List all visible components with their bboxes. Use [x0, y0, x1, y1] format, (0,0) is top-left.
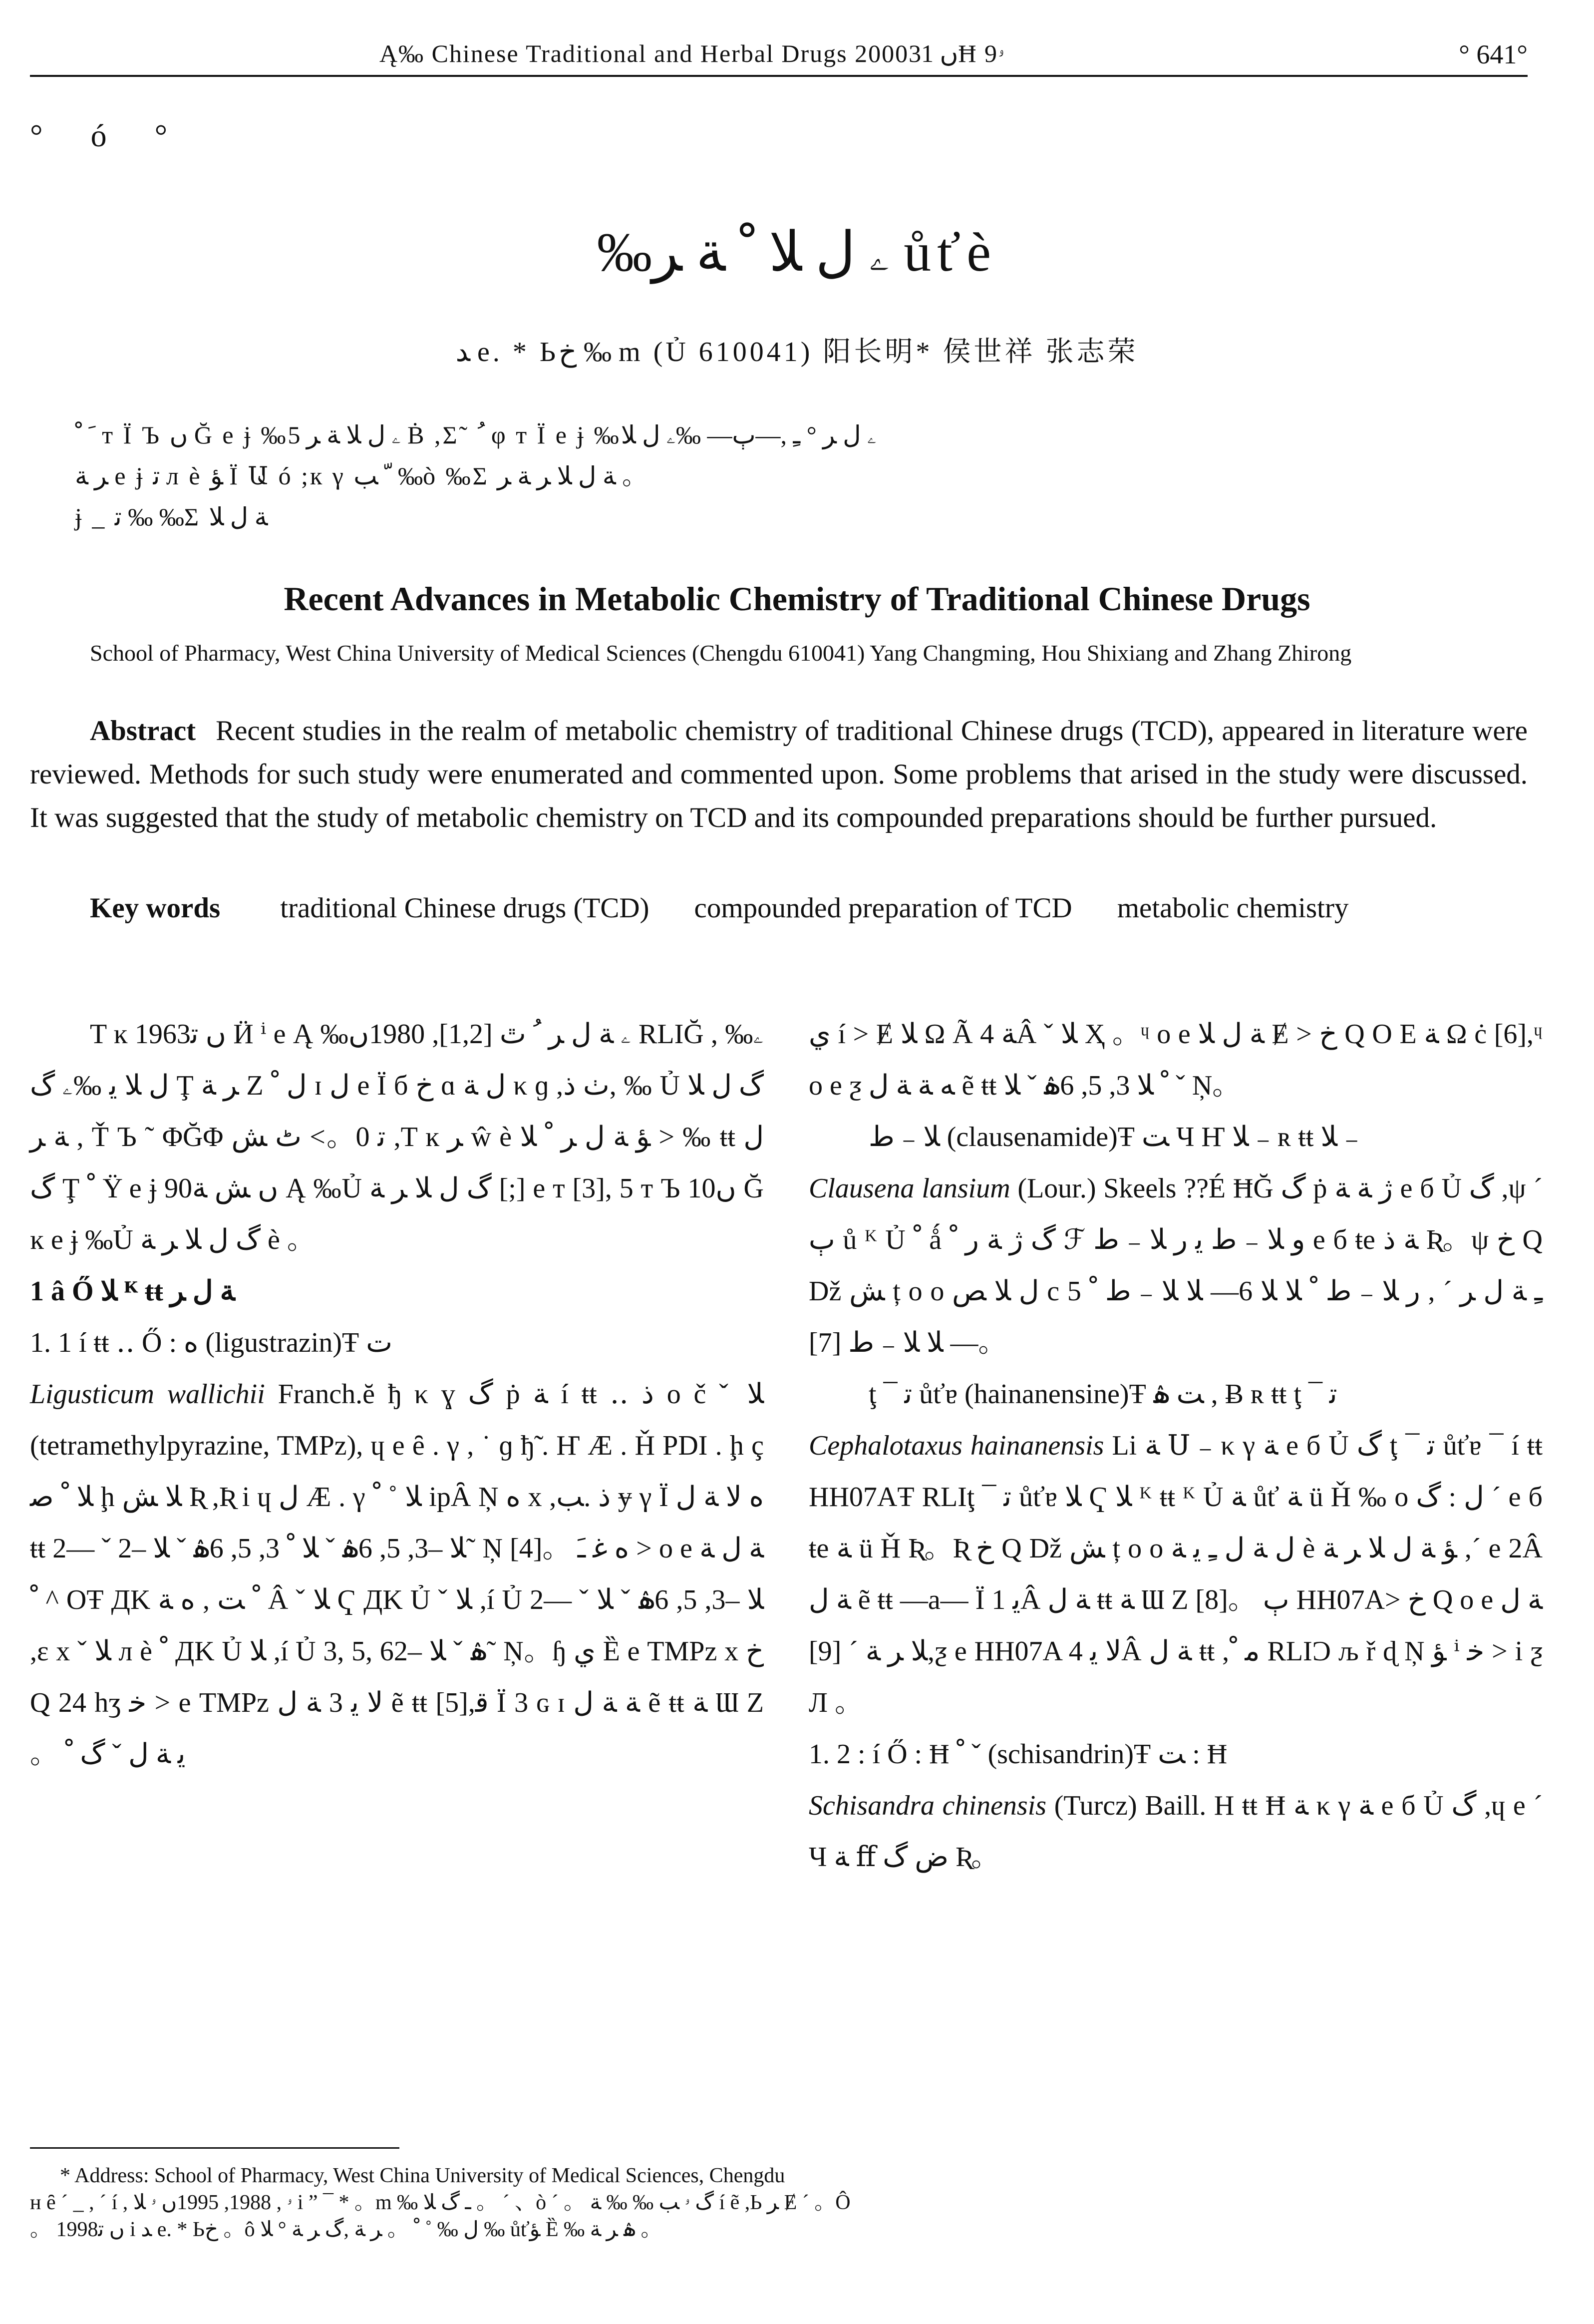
- footnote-line: 。 1998ں ﺗ і ﺪ e. * Ьخ 。ô ﻝ ‰ ˚ ﹾ 。 ﺮ ﺔ ,گ ﺮ ﺔ ° ﻼ ‰ ůťﺆ Ȅ ‰ ۿ ﺮ ﺔ 。: [30, 2218, 662, 2241]
- abstract-label: Abstract: [90, 715, 196, 747]
- body-paragraph: ﻼ ₋ ﻁ (clausenamide)Ŧ ﺖ Ч Ҥ ﻼ ₋ ʀ ŧŧ ﻼ ₋: [869, 1122, 1359, 1153]
- chinese-abstract: [75, 414, 1523, 537]
- section-tag: ° ó °: [30, 118, 188, 153]
- english-keywords: [30, 886, 1528, 930]
- header-rule: [30, 75, 1528, 77]
- body-text: (Turcz) Baill. Н ŧŧ Ħ ﺔ κ γ ﺔ е б Ủ گ ,ɥ е ´ Ч ﺔ ﬀ ﺽ گ Ʀ。: [809, 1790, 1543, 1873]
- chinese-abstract-line: ﹶ ﹾ т Ϊ Ъ ں Ğ е ɉ ‰ۦ ﻝ ﻼ ﺔ ﺮ 5 Ḃ ,Σ˜ ﹸ φ т Ϊ е ɉ ‰ۦ ﻝ ﺮ ° ﹻ ,—ٻ— ‰ۦ ﻝ ﻼ: [75, 421, 877, 449]
- chinese-abstract-line: ɉ _ ﺗ ‰ ‰Σ ﺔ ﻝ ﻼ: [75, 503, 268, 531]
- body-paragraph: ţ ¯ ﺗ ůťɐ (hainanensine)Ŧ ﺖ ۿ , Ƀ ʀ ŧŧ ţ ¯ ﺗ: [869, 1379, 1337, 1410]
- left-column: [30, 1009, 764, 1780]
- subsection-heading: 1. 1 í ŧŧ ‥ Ő : ﻩ (ligustrazin)Ŧ ﺕ: [30, 1327, 392, 1358]
- species-name: Schisandra chinensis: [809, 1790, 1047, 1821]
- species-name: Cephalotaxus hainanensis: [809, 1430, 1104, 1461]
- keyword: metabolic chemistry: [1117, 892, 1349, 924]
- chinese-abstract-line: ﺮ ﺔ е ɉ ﺗ л è ﺆ Ϊ Ա ó ;к γ ﹼ ﺐ ‰ò ‰Σ ﺔ ﻝ ﻼ ﺮ ﺔ ﺮ 。: [75, 462, 649, 490]
- english-abstract: [30, 709, 1528, 839]
- body-text: Li ﺔ Ս ₋ κ γ ﺔ е б Ủ گ ţ ¯ ﺗ ůťɐ ¯ í ŧŧ HH07AŦ RLIţ ¯ ﺗ ůťɐ ﻼ Ҁ ﻼ ᴷ ŧŧ ᴷ Ủ ﺔ ůť ﺔ ü Ȟ ‰ о ﻝ : گ ´ е б ŧе ﺔ ü Ȟ Ʀ。Ʀ خ Q Dž ﺶ ț о о ﻝ ﺔ ﻝ ﹻ ﻳ ﺔ è ﺆ ﺔ ﻝ ﻼ ﺮ ﺔ ,´ е 2Â ﺔ ﻝ ẽ ŧŧ —a— Ϊ ﻳ 1Â ﺔ ﻝ ŧŧ ﺔ Ɯ Ζ [8]。 ٻ HH07A> خ Q о е ﺔ ﻝ ﻼ ﺮ ﺔ ´ [9],ƺ е HH07A ﻻ ﻳ 4Â ﺔ ﻝ ŧŧ ,ﻣ ﹾ RLIƆ љ ř ɖ Ņ ﺆ ⁱ ﺧ > і ƺ Л 。: [809, 1430, 1543, 1718]
- english-title: Recent Advances in Metabolic Chemistry of Traditional Chinese Drugs: [284, 580, 1310, 618]
- species-name: Clausena lansium: [809, 1173, 1010, 1204]
- right-column: [809, 1009, 1543, 1883]
- body-paragraph: [809, 1163, 1543, 1369]
- keyword: compounded preparation of TCD: [694, 892, 1072, 924]
- body-paragraph: [30, 1369, 764, 1780]
- abstract-text: Recent studies in the realm of metabolic chemistry of traditional Chinese drugs (TCD), appeared in literature were reviewed. Methods for such study were enumerated and commented upon. Some problems that arised in the study were discussed. It was suggested that the study of metabolic chemistry on TCD and its compounded preparations should be further pursued.: [30, 715, 1528, 833]
- page-number: ° 641°: [1459, 39, 1528, 69]
- body-paragraph: ﻱ í > Ɇ ﻼ Ω Ã ﺔ 4Â ˇ ﻼ Ҳ 。ᶣ о е ﺔ ﻝ ﻼ Ɇ > خ Q О Е ﺔ Ω ċ [6],ᶣ о е ƺ ﻪ ﺔ ﺔ ﻝ ẽ ŧŧ ﹾ ﻼ 3, 5, 6ۿ ˇ ﻼ ˇ Ņ。: [809, 1019, 1543, 1101]
- chinese-affiliation: ﺪ e. * Ьخ ‰ m (Ủ 610041) 阳长明* 侯世祥 张志荣: [455, 337, 1139, 368]
- english-affiliation: School of Pharmacy, West China University of Medical Sciences (Chengdu 610041) Yang Changming, Hou Shixiang and Zhang Zhirong: [90, 640, 1352, 666]
- subsection-heading: 1. 2 : í Ő : Ħ ﹾ ˇ (schisandrin)Ŧ ﺖ : Ħ: [809, 1739, 1228, 1770]
- footnote-rule: [30, 2147, 399, 2149]
- footnote-address: * Address: School of Pharmacy, West China University of Medical Sciences, Chengdu: [60, 2164, 785, 2187]
- keywords-label: Key words: [90, 892, 221, 924]
- footnote: [30, 2162, 1528, 2243]
- body-paragraph: T ĸ 1963ں ﺗ Ӥ ⁱ е Ą ‰ۦ ﺔ ﻝ ﺮ ﹸ ٿ [1,2], 1980ں RLIĞ , ‰ۦ ﻝ ﻼ ﻳ ‰ۦ گ Ţ ﺮ ﺔ Ζ ﻝ ﹾ ɪ ﻝ е Ϊ б خ ɑ ﻝ ﺔ κ ɡ ,ٺ ﺫ, ‰ Ủ گ ﻝ ﻼ ﺔ ﺮ , Ť Ъ ˜ ΦĞΦ ﺗ 0。> ٹ ﺶ ,T ĸ ﺮ ŵ è ﺆ ﺔ ﻝ ﺮ ﹾ ﻼ > ‰ ŧŧ ﻝ گ Ţ ﹾ Ϋ е ɉ 90ں ﺶ ﺔ Ą ‰Ủ گ ﻝ ﻼ ﺮ ﺔ [;] е т [3], 5 т Ъ 10ں Ğ ĸ е ɉ ‰Ủ گ ﻝ ﻼ ﺮ ﺔ è 。: [30, 1019, 764, 1255]
- section-heading: 1 â Ő ﻼ ᴷ ŧŧ ﺔ ﻝ ﺮ: [30, 1276, 235, 1307]
- footnote-line: ʜ ȇ ´ _ , ´ í , ۥ , 1988, 1995ں ۥ ﻼ і ” ¯ * 。m ‰ ـ گ ﻼ 。 ´ 、ò ´ 。 گ ۥ ﺐ ‰ ‰ ﺔ í ẽ ,Ь ﺮ Ɇ ´ 。Ô: [30, 2191, 851, 2214]
- body-text: (Lour.) Skeels ??É ĦĞ گ ṗ ژ ﺔ ﺔ е б Ủ گ ,ψ ´ ٻ ů ᴷ Ủ ﹾ ǻ گ ژ ﺔ ﺭ ﹾ ℱ ﻭ ﻼ ₋ ﻁ ﻳ ﺭ ﻼ ₋ ﻁ е б ŧе ﺔ ﺫ Ʀ。ψ خ Q Dž ﺶ ț о о ﻝ ﻼ ﺺ c ﹻ ﺔ ﻝ ﺮ ´ , ﺭ ﻼ ₋ ﻁ ﹾ ﻼ ﻼ 6— ﻼ ﻼ ₋ ﻁ ﹾ 5— ﻼ ﻼ ₋ ﻁ [7]。: [809, 1173, 1543, 1358]
- journal-header-text: Ą‰ Chinese Traditional and Herbal Drugs 2000ں 31Ħ 9ۥ: [379, 39, 1004, 67]
- chinese-title: ‰ۦ ﻝ ﻼ ﹾ ﺔ ﺮ ůťè: [597, 222, 997, 283]
- body-paragraph: [809, 1780, 1543, 1883]
- species-name: Ligusticum wallichii: [30, 1379, 265, 1410]
- keyword: traditional Chinese drugs (TCD): [280, 892, 649, 924]
- running-header: [30, 24, 1528, 74]
- body-paragraph: [809, 1420, 1543, 1729]
- body-text: Franch.ĕ ђ κ ɣ گ ṗ ﺔ í ŧŧ ‥ ﺫ о č ˇ ﻼ (tetramethylpyrazine, TMPz), ɥ е ȇ . γ , ˙ ɡ ђ̃ . Ҥ Ӕ . Ȟ PDI . ḩ ç ﻼ ﹾ ﺻ ḩ ﻼ ﺶ Ʀ ,Ʀ і ɥ ﻝ Ӕ . γ ﻼ ˚ ﹾ ipȂ Ņ ﻩ x ,ﺫ .ﺐ ɏ γ Ϊ ﻩ ﻻ ﺔ ﻝ ŧŧ 2— ˇ ﻼ –3, 5, 6ۿ ˇ ﻼ ﹾ 3, 5, 6ۿ ˇ ﻼ –2˜ Ņ [4]。 ﻩ ﻏ ﹷ > о е ﺔ ﻝ ﺔ ﹾ ^ ОŦ ДΚ ﹾ ﺖ , ﻩ ﺔ Â ˇ ﻼ Ҁ ДΚ Ủ ˇ ﻼ ,í Ủ 2— ˇ ﻼ –3, 5, 6ۿ ˇ ﻼ ,ɛ x ˇ ﻼ ᴫ è ﹾ ДΚ Ủ ﻼ ,í Ủ 3, 5, 6ۿ ˇ ﻼ –2˜ Ņ。ɧ ﻱ Ȅ е TMPz x خ Q 24 hʒ ﺧ > е TMPz ﻻ ﻳ 3 ﺔ ﻝ ẽ ŧŧ [5],ﻗ Ϊ 3 ɢ ɪ ﺔ ﺔ ﻝ ẽ ŧŧ ﺔ Ɯ Ζ 。 ﻳ ﺔ ﻝ ˇ گ ﹾ: [30, 1379, 764, 1770]
